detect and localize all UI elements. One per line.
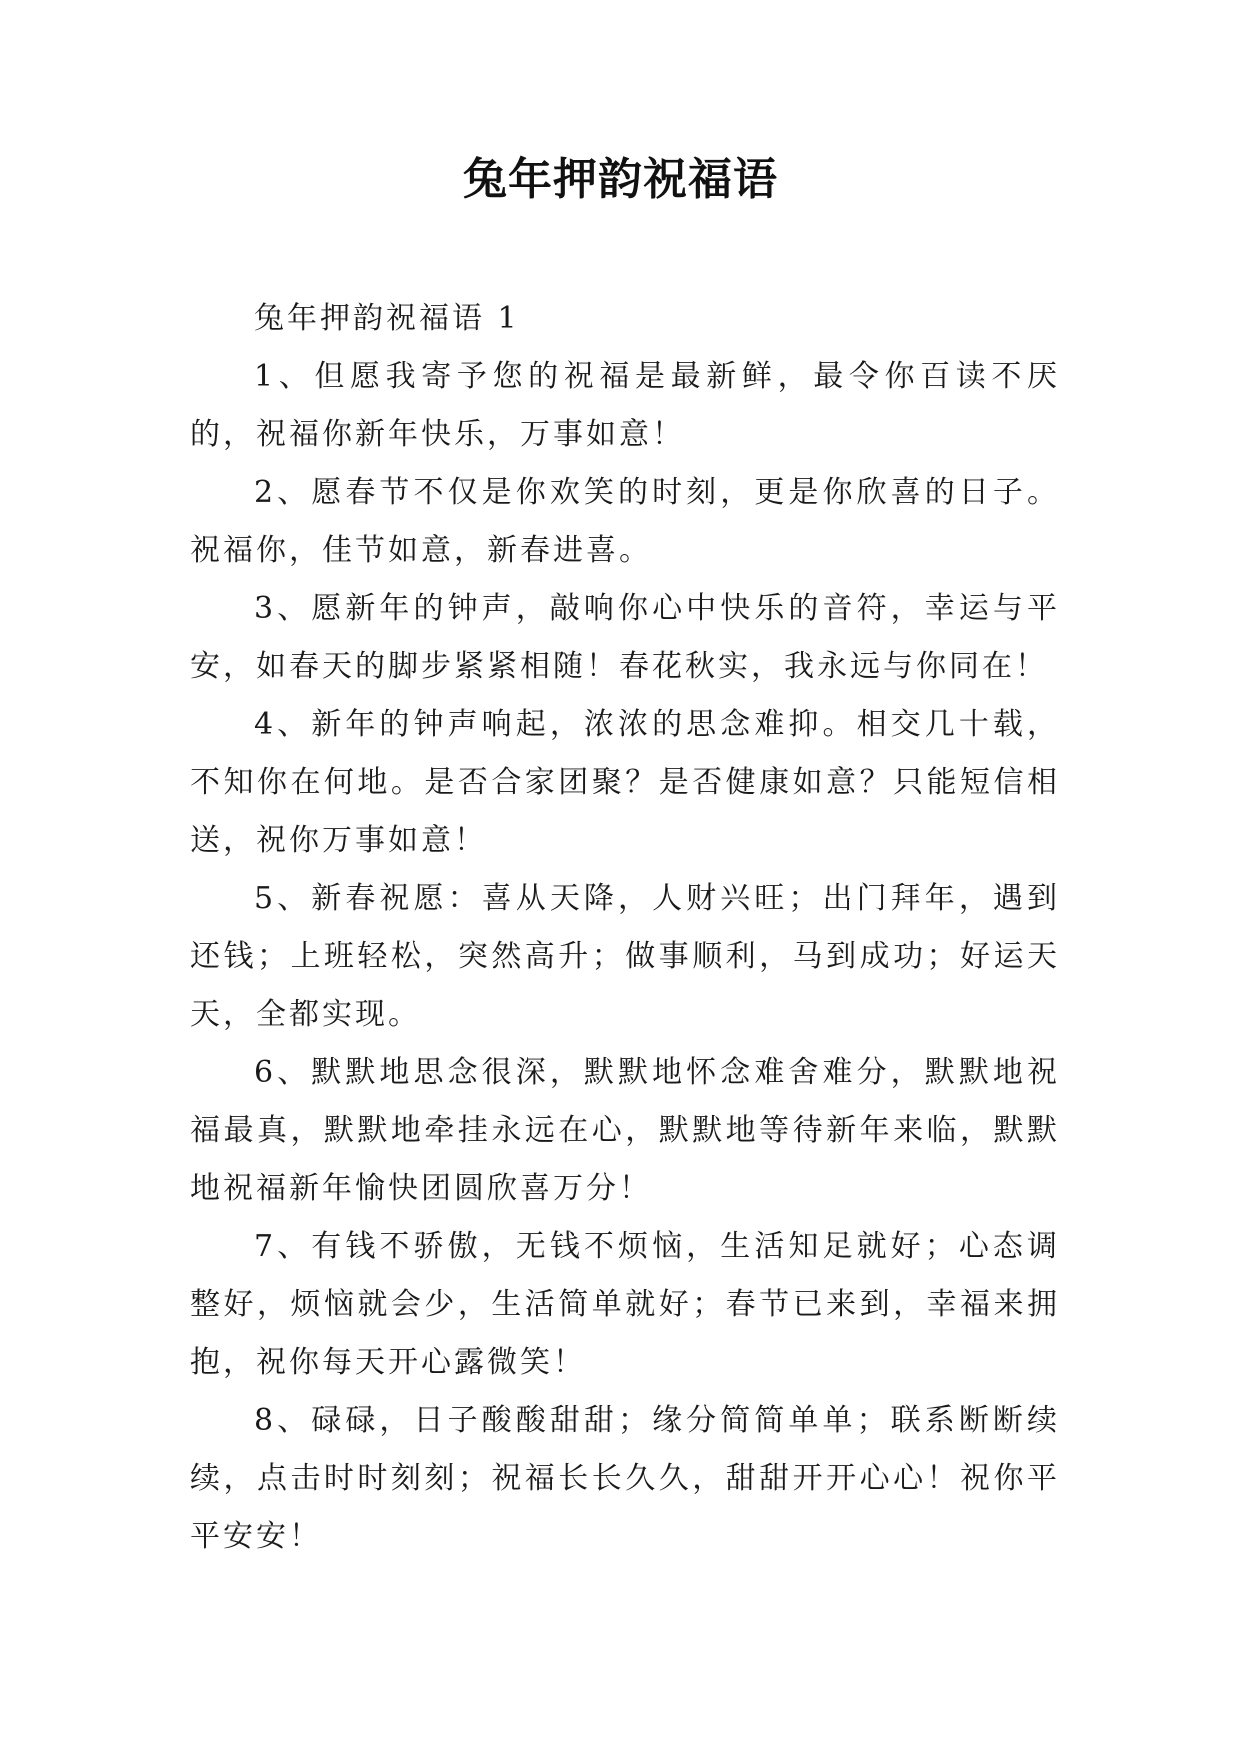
paragraph: 7、有钱不骄傲，无钱不烦恼，生活知足就好；心态调整好，烦恼就会少，生活简单就好；春节已来到，幸福来拥抱，祝你每天开心露微笑！ [190, 1229, 1060, 1380]
section-heading: 兔年押韵祝福语 1 [254, 301, 520, 336]
paragraph: 3、愿新年的钟声，敲响你心中快乐的音符，幸运与平安，如春天的脚步紧紧相随！春花秋实，我永远与你同在！ [190, 591, 1060, 684]
document-title: 兔年押韵祝福语 [463, 154, 778, 205]
paragraph: 4、新年的钟声响起，浓浓的思念难抑。相交几十载，不知你在何地。是否合家团聚？是否健康如意？只能短信相送，祝你万事如意！ [190, 707, 1060, 858]
paragraph: 1、但愿我寄予您的祝福是最新鲜，最令你百读不厌的，祝福你新年快乐，万事如意！ [190, 359, 1060, 452]
paragraph: 8、碌碌，日子酸酸甜甜；缘分简简单单；联系断断续续，点击时时刻刻；祝福长长久久，甜甜开开心心！祝你平平安安！ [190, 1403, 1060, 1554]
paragraph: 6、默默地思念很深，默默地怀念难舍难分，默默地祝福最真，默默地牵挂永远在心，默默地等待新年来临，默默地祝福新年愉快团圆欣喜万分！ [190, 1055, 1060, 1206]
paragraph: 2、愿春节不仅是你欢笑的时刻，更是你欣喜的日子。祝福你，佳节如意，新春进喜。 [190, 475, 1060, 568]
paragraph: 5、新春祝愿：喜从天降，人财兴旺；出门拜年，遇到还钱；上班轻松，突然高升；做事顺利，马到成功；好运天天，全都实现。 [190, 881, 1060, 1032]
document-body [190, 290, 1060, 1566]
